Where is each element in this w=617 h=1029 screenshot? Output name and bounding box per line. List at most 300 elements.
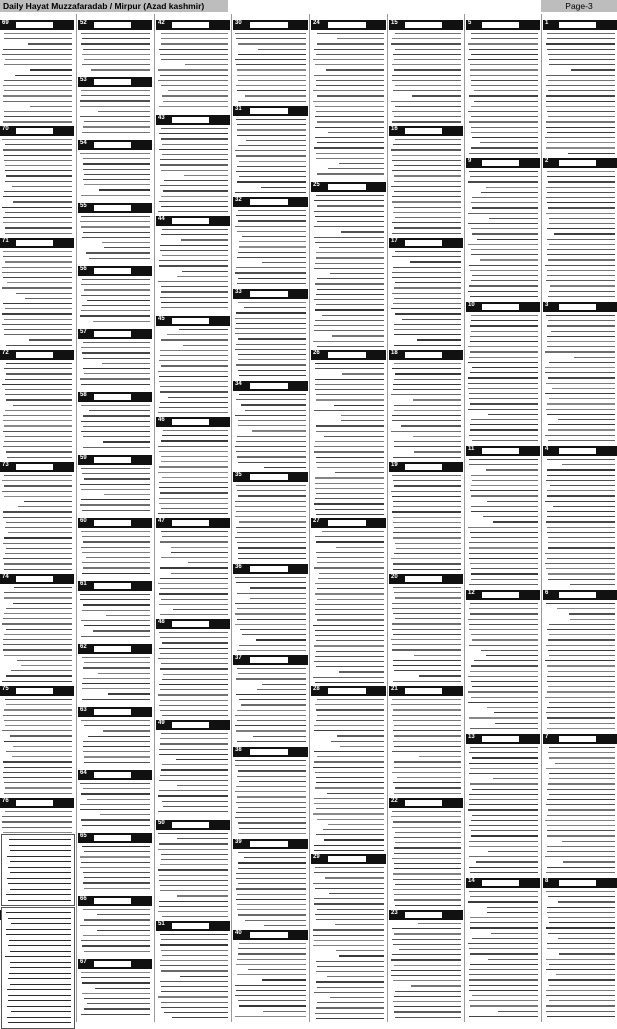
text-line [545, 563, 615, 564]
text-line [471, 80, 538, 81]
text-line [84, 951, 150, 952]
notice-number: 1 [545, 20, 549, 26]
text-line [82, 279, 150, 280]
text-line [2, 623, 72, 624]
text-line [80, 599, 150, 600]
text-line [562, 464, 615, 465]
text-line [16, 293, 72, 294]
text-line [394, 69, 461, 70]
text-line [2, 384, 72, 385]
text-line [236, 451, 306, 452]
text-line [316, 640, 384, 641]
text-line [82, 552, 150, 553]
text-line [392, 603, 461, 604]
text-line [83, 909, 150, 910]
text-line [239, 521, 306, 522]
text-line [159, 684, 228, 685]
text-line [314, 730, 384, 731]
text-line [471, 495, 538, 496]
text-line [159, 487, 228, 488]
text-line [161, 970, 228, 971]
text-line [81, 295, 150, 296]
text-line [548, 537, 615, 538]
text-line [469, 856, 538, 857]
text-line [239, 394, 306, 395]
text-line [468, 111, 538, 112]
text-line [239, 246, 306, 247]
text-line [549, 702, 615, 703]
text-line [2, 267, 72, 268]
text-line [313, 341, 384, 342]
text-line [158, 911, 228, 912]
text-line [89, 410, 150, 411]
text-line [235, 59, 306, 60]
text-line [549, 723, 615, 724]
text-line [547, 867, 615, 868]
notice-number: 29 [313, 854, 320, 860]
text-line [468, 346, 538, 347]
notice-number: 62 [80, 644, 87, 650]
text-line [316, 1007, 384, 1008]
text-line [84, 762, 150, 763]
text-line [472, 686, 538, 687]
text-line [391, 186, 461, 187]
text-line [159, 901, 228, 902]
text-line [546, 768, 615, 769]
text-line [393, 587, 461, 588]
text-line [5, 389, 72, 390]
text-line [159, 407, 228, 408]
text-line [6, 345, 72, 346]
text-line [469, 948, 538, 949]
text-line [395, 49, 461, 50]
text-line [547, 346, 615, 347]
text-line [555, 763, 615, 764]
text-line [13, 405, 72, 406]
text-line [159, 754, 228, 755]
text-line [469, 979, 538, 980]
text-line [161, 854, 228, 855]
notice-bar [156, 417, 230, 427]
text-line [547, 459, 615, 460]
text-line [469, 846, 538, 847]
text-line [4, 569, 72, 570]
text-line [314, 451, 384, 452]
text-line [546, 990, 615, 991]
notice-number: 47 [158, 518, 165, 524]
text-line [571, 69, 615, 70]
text-line [547, 907, 615, 908]
text-line [546, 85, 615, 86]
text-line [84, 662, 150, 663]
text-line [563, 861, 615, 862]
text-line [468, 59, 538, 60]
notice-title-box [172, 722, 209, 728]
text-line [238, 833, 306, 834]
text-line [6, 929, 71, 930]
text-line [5, 227, 72, 228]
text-line [160, 934, 228, 935]
text-line [159, 604, 228, 605]
text-line [315, 389, 384, 390]
text-line [12, 186, 72, 187]
text-line [493, 521, 538, 522]
text-line [314, 503, 384, 504]
notice-title-box [482, 304, 519, 310]
text-line [83, 49, 150, 50]
text-line [468, 388, 538, 389]
text-line [158, 281, 228, 282]
text-line [162, 536, 228, 537]
text-line [5, 553, 72, 554]
text-line [392, 496, 461, 497]
text-line [28, 43, 72, 44]
text-line [93, 630, 150, 631]
text-line [159, 260, 228, 261]
text-line [468, 809, 538, 810]
text-line [30, 69, 72, 70]
text-line [6, 522, 72, 523]
col-6 [156, 14, 230, 1022]
notice-title-box [94, 79, 131, 85]
text-line [5, 787, 72, 788]
text-line [317, 619, 384, 620]
text-line [5, 725, 72, 726]
text-line [393, 889, 461, 890]
text-line [80, 484, 150, 485]
text-line [547, 830, 615, 831]
text-line [177, 838, 228, 839]
notice-title-box [405, 688, 442, 694]
text-line [158, 833, 228, 834]
notice-title-box [250, 841, 288, 847]
notice-title-box [250, 199, 288, 205]
notice-bar [389, 462, 463, 472]
text-line [315, 604, 384, 605]
notice-title-box [94, 520, 131, 526]
text-line [167, 334, 228, 335]
text-line [392, 699, 461, 700]
text-line [158, 472, 228, 473]
text-line [158, 849, 228, 850]
text-line [4, 334, 72, 335]
text-line [471, 331, 538, 332]
text-line [315, 441, 384, 442]
text-line [10, 872, 71, 873]
text-line [548, 440, 615, 441]
text-line [393, 741, 461, 742]
notice-number: 39 [235, 839, 242, 845]
text-line [8, 945, 71, 946]
text-line [236, 730, 306, 731]
text-line [392, 751, 461, 752]
text-line [162, 801, 228, 802]
text-line [3, 618, 72, 619]
text-line [7, 989, 71, 990]
text-line [237, 490, 306, 491]
text-line [394, 410, 461, 411]
text-line [81, 384, 150, 385]
text-line [236, 85, 306, 86]
text-line [161, 461, 228, 462]
text-line [316, 252, 384, 253]
notice-bar [156, 921, 230, 931]
text-line [83, 368, 150, 369]
text-line [548, 783, 615, 784]
notice-title-box [250, 932, 288, 938]
notice-title-box [94, 583, 131, 589]
text-line [314, 903, 384, 904]
notice-title-box [559, 22, 596, 28]
text-line [395, 33, 461, 34]
text-line [559, 953, 615, 954]
text-line [391, 975, 461, 976]
text-line [472, 789, 538, 790]
text-line [161, 663, 228, 664]
text-line [238, 953, 306, 954]
text-line [546, 1005, 615, 1006]
text-line [317, 562, 384, 563]
text-line [83, 788, 150, 789]
text-line [161, 234, 228, 235]
text-line [545, 137, 615, 138]
text-line [84, 725, 150, 726]
text-line [480, 142, 538, 143]
text-line [547, 815, 615, 816]
text-line [471, 106, 538, 107]
text-line [81, 862, 150, 863]
text-line [469, 825, 538, 826]
text-line [238, 547, 306, 548]
text-line [237, 231, 306, 232]
text-line [395, 217, 461, 218]
text-line [314, 725, 384, 726]
text-line [172, 1017, 228, 1018]
text-line [392, 170, 461, 171]
text-line [547, 527, 615, 528]
text-line [240, 629, 306, 630]
text-line [235, 272, 306, 273]
text-line [21, 665, 72, 666]
text-line [4, 425, 72, 426]
text-line [547, 142, 615, 143]
text-line [80, 221, 150, 222]
text-line [3, 49, 72, 50]
text-line [556, 974, 615, 975]
text-line [8, 532, 72, 533]
text-line [469, 459, 538, 460]
text-line [10, 850, 71, 851]
text-line [235, 537, 306, 538]
notice-bar [389, 686, 463, 696]
text-line [548, 259, 615, 260]
text-line [472, 815, 538, 816]
text-line [548, 752, 615, 753]
text-line [470, 176, 538, 177]
text-line [83, 158, 150, 159]
notice-title-box [559, 160, 596, 166]
text-line [242, 634, 306, 635]
notice-bar [0, 574, 74, 584]
notice-bar [233, 930, 308, 940]
notice-title-box [559, 880, 596, 886]
notice-bar [233, 564, 308, 574]
text-line [264, 467, 306, 468]
text-line [394, 165, 461, 166]
text-line [402, 319, 461, 320]
col-2 [466, 14, 540, 1022]
notice-title-box [559, 592, 596, 598]
notice-number: 38 [235, 747, 242, 753]
text-line [160, 738, 228, 739]
text-line [316, 834, 384, 835]
text-line [4, 793, 72, 794]
text-line [80, 594, 150, 595]
col-3 [389, 14, 463, 1022]
text-line [84, 289, 150, 290]
text-line [11, 1011, 71, 1012]
text-line [341, 231, 384, 232]
text-line [83, 746, 150, 747]
text-line [486, 655, 538, 656]
text-line [549, 757, 615, 758]
text-line [239, 781, 306, 782]
text-line [329, 893, 384, 894]
text-line [394, 485, 461, 486]
text-line [162, 477, 228, 478]
notice-title-box [405, 912, 442, 918]
text-line [546, 568, 615, 569]
text-line [395, 106, 461, 107]
notice-number: 74 [2, 574, 9, 580]
text-line [471, 568, 538, 569]
text-line [236, 582, 306, 583]
notice-title-box [405, 576, 442, 582]
notice-bar [389, 238, 463, 248]
text-line [237, 650, 306, 651]
notice-bar [78, 77, 152, 87]
text-line [80, 504, 150, 505]
text-line [2, 207, 72, 208]
text-line [83, 751, 150, 752]
text-line [236, 344, 306, 345]
text-line [394, 441, 461, 442]
notice-number: 52 [80, 20, 87, 26]
text-line [316, 552, 384, 553]
text-line [470, 1005, 538, 1006]
text-line [159, 201, 228, 202]
text-line [237, 668, 306, 669]
notice-title-box [405, 352, 442, 358]
text-line [483, 516, 538, 517]
text-line [546, 712, 615, 713]
text-line [314, 645, 384, 646]
text-line [547, 851, 615, 852]
text-line [315, 656, 384, 657]
text-line [160, 965, 228, 966]
text-line [161, 599, 228, 600]
text-line [236, 878, 306, 879]
text-line [545, 435, 615, 436]
text-line [469, 558, 538, 559]
text-line [235, 624, 306, 625]
text-line [7, 878, 71, 879]
text-line [3, 420, 72, 421]
text-line [159, 593, 228, 594]
text-line [82, 352, 150, 353]
text-line [546, 75, 615, 76]
text-line [239, 241, 306, 242]
text-line [316, 195, 384, 196]
text-line [471, 85, 538, 86]
text-line [237, 608, 306, 609]
text-line [469, 974, 538, 975]
text-line [9, 973, 71, 974]
text-line [471, 127, 538, 128]
text-line [261, 187, 306, 188]
text-line [84, 851, 150, 852]
text-line [486, 469, 538, 470]
text-line [313, 90, 384, 91]
notice-bar [389, 910, 463, 920]
text-line [2, 730, 72, 731]
text-line [393, 569, 461, 570]
text-line [238, 914, 306, 915]
text-line [3, 558, 72, 559]
text-line [236, 888, 306, 889]
text-line [81, 195, 150, 196]
text-line [238, 883, 306, 884]
notice-bar [233, 472, 308, 482]
text-line [549, 922, 615, 923]
text-line [394, 298, 461, 299]
text-line [472, 639, 538, 640]
text-line [470, 270, 538, 271]
text-line [474, 660, 538, 661]
notice-bar [543, 878, 617, 888]
text-line [545, 660, 615, 661]
text-line [315, 216, 384, 217]
notice-bar [233, 20, 308, 30]
text-line [548, 933, 615, 934]
text-line [574, 357, 615, 358]
text-line [4, 155, 72, 156]
text-line [236, 64, 306, 65]
text-line [82, 993, 150, 994]
text-line [469, 1016, 538, 1017]
text-line [5, 308, 72, 309]
text-line [392, 858, 461, 859]
text-line [162, 955, 228, 956]
notice-bar [78, 959, 152, 969]
text-line [469, 285, 538, 286]
text-line [9, 839, 71, 840]
text-line [468, 676, 538, 677]
text-line [469, 969, 538, 970]
text-line [317, 699, 384, 700]
notice-title-box [405, 800, 442, 806]
text-line [262, 262, 306, 263]
text-line [546, 927, 615, 928]
text-line [315, 242, 384, 243]
text-line [238, 101, 306, 102]
text-line [4, 782, 72, 783]
text-line [315, 1013, 384, 1014]
notice-bar [156, 20, 230, 30]
text-line [160, 492, 228, 493]
text-line [237, 166, 306, 167]
text-line [392, 623, 461, 624]
